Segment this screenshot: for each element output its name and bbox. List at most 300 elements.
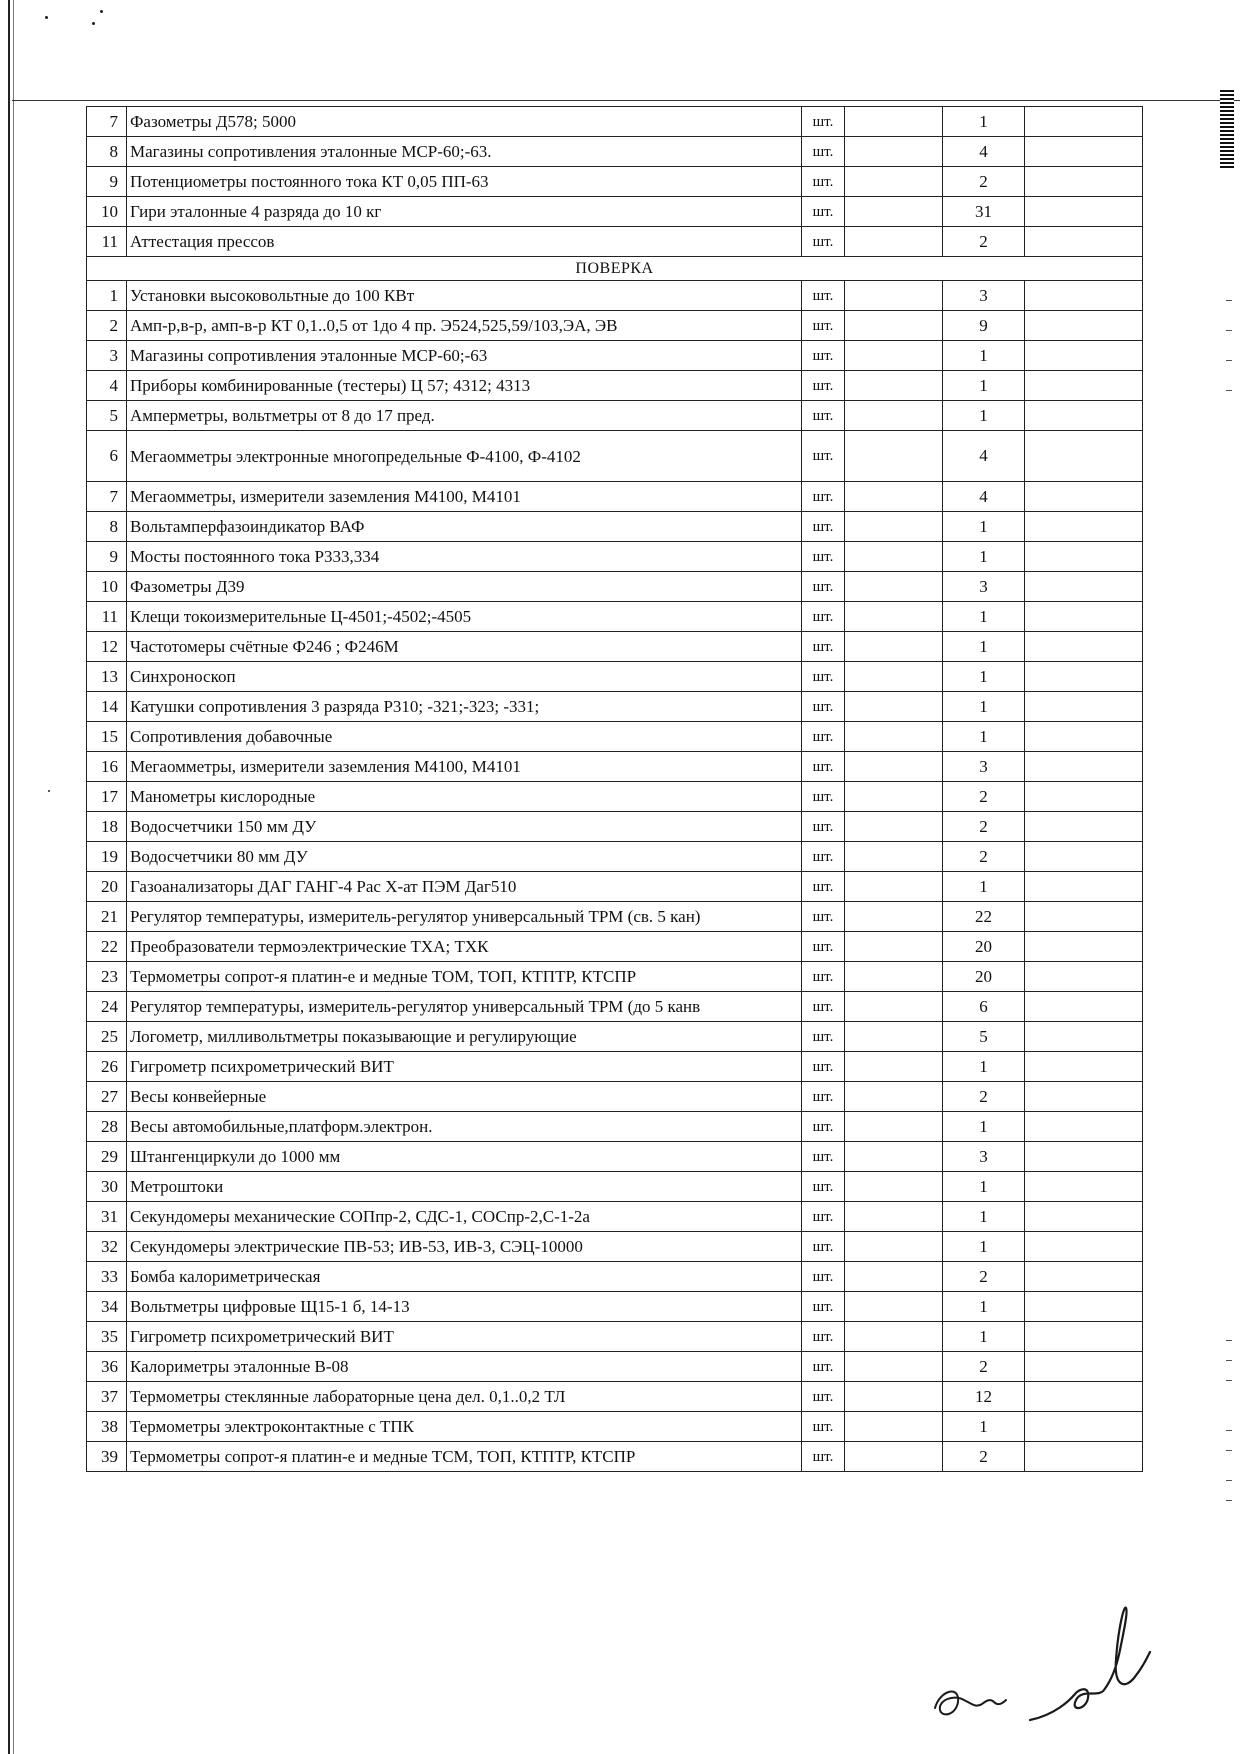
row-number: 11 (87, 602, 127, 632)
empty-cell (845, 1382, 943, 1412)
empty-cell (845, 842, 943, 872)
unit-cell: шт. (802, 1292, 845, 1322)
empty-cell (1025, 602, 1143, 632)
item-name: Регулятор температуры, измеритель-регулятор универсальный ТРМ (до 5 канв (127, 992, 802, 1022)
table-row (87, 167, 1143, 197)
row-number: 16 (87, 752, 127, 782)
empty-cell (845, 1412, 943, 1442)
scan-mark (1226, 1360, 1232, 1361)
empty-cell (845, 992, 943, 1022)
table-row (87, 482, 1143, 512)
empty-cell (1025, 902, 1143, 932)
empty-cell (1025, 1352, 1143, 1382)
row-number: 21 (87, 902, 127, 932)
table-row (87, 542, 1143, 572)
empty-cell (1025, 662, 1143, 692)
empty-cell (845, 1142, 943, 1172)
quantity-cell: 1 (943, 1112, 1025, 1142)
quantity-cell: 4 (943, 137, 1025, 167)
empty-cell (1025, 311, 1143, 341)
unit-cell: шт. (802, 962, 845, 992)
row-number: 24 (87, 992, 127, 1022)
empty-cell (845, 872, 943, 902)
item-name: Термометры электроконтактные с ТПК (127, 1412, 802, 1442)
item-name: Фазометры Д578; 5000 (127, 107, 802, 137)
empty-cell (1025, 1052, 1143, 1082)
row-number: 37 (87, 1382, 127, 1412)
unit-cell: шт. (802, 1262, 845, 1292)
row-number: 15 (87, 722, 127, 752)
row-number: 29 (87, 1142, 127, 1172)
empty-cell (845, 1172, 943, 1202)
scan-mark (1226, 1340, 1232, 1341)
table-row (87, 1112, 1143, 1142)
item-name: Сопротивления добавочные (127, 722, 802, 752)
quantity-cell: 1 (943, 632, 1025, 662)
empty-cell (1025, 1082, 1143, 1112)
table-row (87, 842, 1143, 872)
unit-cell: шт. (802, 1232, 845, 1262)
quantity-cell: 20 (943, 962, 1025, 992)
quantity-cell: 2 (943, 1262, 1025, 1292)
item-name: Катушки сопротивления 3 разряда Р310; -321;-323; -331; (127, 692, 802, 722)
empty-cell (1025, 1442, 1143, 1472)
empty-cell (845, 902, 943, 932)
quantity-cell: 9 (943, 311, 1025, 341)
empty-cell (1025, 782, 1143, 812)
item-name: Мосты постоянного тока Р333,334 (127, 542, 802, 572)
item-name: Вольтамперфазоиндикатор ВАФ (127, 512, 802, 542)
quantity-cell: 1 (943, 1412, 1025, 1442)
table-row (87, 812, 1143, 842)
item-name: Гигрометр психрометрический ВИТ (127, 1052, 802, 1082)
empty-cell (845, 692, 943, 722)
table-row (87, 602, 1143, 632)
unit-cell: шт. (802, 341, 845, 371)
unit-cell: шт. (802, 371, 845, 401)
table-row (87, 932, 1143, 962)
item-name: Манометры кислородные (127, 782, 802, 812)
empty-cell (1025, 1412, 1143, 1442)
empty-cell (1025, 1022, 1143, 1052)
empty-cell (845, 542, 943, 572)
section-title: ПОВЕРКА (87, 257, 1143, 281)
item-name: Логометр, милливольтметры показывающие и регулирующие (127, 1022, 802, 1052)
item-name: Гигрометр психрометрический ВИТ (127, 1322, 802, 1352)
quantity-cell: 2 (943, 1082, 1025, 1112)
empty-cell (845, 227, 943, 257)
unit-cell: шт. (802, 311, 845, 341)
item-name: Амперметры, вольтметры от 8 до 17 пред. (127, 401, 802, 431)
empty-cell (1025, 371, 1143, 401)
empty-cell (1025, 572, 1143, 602)
unit-cell: шт. (802, 572, 845, 602)
quantity-cell: 5 (943, 1022, 1025, 1052)
scan-mark (1226, 1450, 1232, 1451)
quantity-cell: 20 (943, 932, 1025, 962)
empty-cell (1025, 992, 1143, 1022)
quantity-cell: 1 (943, 1322, 1025, 1352)
item-name: Термометры стеклянные лабораторные цена дел. 0,1..0,2 ТЛ (127, 1382, 802, 1412)
row-number: 26 (87, 1052, 127, 1082)
item-name: Магазины сопротивления эталонные МСР-60;-63. (127, 137, 802, 167)
table-row (87, 1442, 1143, 1472)
table-row (87, 782, 1143, 812)
empty-cell (845, 962, 943, 992)
empty-cell (845, 311, 943, 341)
row-number: 8 (87, 512, 127, 542)
quantity-cell: 3 (943, 281, 1025, 311)
table-row (87, 1352, 1143, 1382)
scan-mark (1226, 1430, 1232, 1431)
quantity-cell: 1 (943, 1232, 1025, 1262)
item-name: Водосчетчики 150 мм ДУ (127, 812, 802, 842)
table-row (87, 137, 1143, 167)
scan-speck (100, 10, 103, 13)
table-row (87, 1412, 1143, 1442)
unit-cell: шт. (802, 932, 845, 962)
empty-cell (845, 107, 943, 137)
unit-cell: шт. (802, 842, 845, 872)
table-row (87, 902, 1143, 932)
empty-cell (1025, 401, 1143, 431)
unit-cell: шт. (802, 227, 845, 257)
row-number: 2 (87, 311, 127, 341)
empty-cell (1025, 482, 1143, 512)
empty-cell (845, 1202, 943, 1232)
table-row (87, 311, 1143, 341)
unit-cell: шт. (802, 1442, 845, 1472)
scan-barcode-strip (1220, 90, 1234, 170)
empty-cell (845, 1022, 943, 1052)
row-number: 4 (87, 371, 127, 401)
row-number: 8 (87, 137, 127, 167)
row-number: 22 (87, 932, 127, 962)
empty-cell (1025, 197, 1143, 227)
empty-cell (845, 632, 943, 662)
empty-cell (845, 602, 943, 632)
item-name: Термометры сопрот-я платин-е и медные ТСМ, ТОП, КТПТР, КТСПР (127, 1442, 802, 1472)
table-row (87, 1322, 1143, 1352)
empty-cell (1025, 542, 1143, 572)
empty-cell (1025, 692, 1143, 722)
scan-mark (1226, 360, 1232, 361)
empty-cell (845, 1292, 943, 1322)
row-number: 14 (87, 692, 127, 722)
item-name: Мегаомметры, измерители заземления М4100, М4101 (127, 482, 802, 512)
row-number: 27 (87, 1082, 127, 1112)
unit-cell: шт. (802, 782, 845, 812)
item-name: Весы конвейерные (127, 1082, 802, 1112)
table-row (87, 1382, 1143, 1412)
empty-cell (1025, 1322, 1143, 1352)
unit-cell: шт. (802, 1172, 845, 1202)
quantity-cell: 1 (943, 401, 1025, 431)
unit-cell: шт. (802, 872, 845, 902)
empty-cell (845, 167, 943, 197)
quantity-cell: 1 (943, 692, 1025, 722)
quantity-cell: 12 (943, 1382, 1025, 1412)
scan-speck (48, 790, 50, 792)
table-row (87, 341, 1143, 371)
item-name: Частотомеры счётные Ф246 ; Ф246М (127, 632, 802, 662)
item-name: Газоанализаторы ДАГ ГАНГ-4 Рас Х-ат ПЭМ Даг510 (127, 872, 802, 902)
quantity-cell: 1 (943, 722, 1025, 752)
row-number: 36 (87, 1352, 127, 1382)
quantity-cell: 6 (943, 992, 1025, 1022)
scan-mark (1226, 330, 1232, 331)
row-number: 9 (87, 542, 127, 572)
row-number: 31 (87, 1202, 127, 1232)
quantity-cell: 1 (943, 371, 1025, 401)
table-row (87, 722, 1143, 752)
empty-cell (1025, 227, 1143, 257)
quantity-cell: 2 (943, 782, 1025, 812)
empty-cell (1025, 932, 1143, 962)
unit-cell: шт. (802, 1352, 845, 1382)
empty-cell (845, 1082, 943, 1112)
row-number: 35 (87, 1322, 127, 1352)
table-row (87, 107, 1143, 137)
unit-cell: шт. (802, 722, 845, 752)
row-number: 7 (87, 107, 127, 137)
empty-cell (845, 662, 943, 692)
scan-speck (92, 22, 95, 25)
table-row (87, 1082, 1143, 1112)
table-row (87, 1172, 1143, 1202)
unit-cell: шт. (802, 1382, 845, 1412)
unit-cell: шт. (802, 197, 845, 227)
row-number: 7 (87, 482, 127, 512)
row-number: 3 (87, 341, 127, 371)
unit-cell: шт. (802, 167, 845, 197)
empty-cell (1025, 107, 1143, 137)
item-name: Штангенциркули до 1000 мм (127, 1142, 802, 1172)
row-number: 23 (87, 962, 127, 992)
empty-cell (845, 1442, 943, 1472)
quantity-cell: 4 (943, 431, 1025, 482)
quantity-cell: 1 (943, 512, 1025, 542)
row-number: 11 (87, 227, 127, 257)
empty-cell (845, 401, 943, 431)
item-name: Мегаомметры электронные многопредельные Ф-4100, Ф-4102 (127, 431, 802, 482)
row-number: 5 (87, 401, 127, 431)
table-row (87, 401, 1143, 431)
unit-cell: шт. (802, 1322, 845, 1352)
unit-cell: шт. (802, 662, 845, 692)
item-name: Установки высоковольтные до 100 КВт (127, 281, 802, 311)
unit-cell: шт. (802, 1112, 845, 1142)
item-name: Регулятор температуры, измеритель-регулятор универсальный ТРМ (св. 5 кан) (127, 902, 802, 932)
unit-cell: шт. (802, 1202, 845, 1232)
empty-cell (845, 782, 943, 812)
table-row (87, 227, 1143, 257)
row-number: 13 (87, 662, 127, 692)
unit-cell: шт. (802, 482, 845, 512)
quantity-cell: 1 (943, 1292, 1025, 1322)
quantity-cell: 1 (943, 602, 1025, 632)
table-row (87, 1052, 1143, 1082)
item-name: Водосчетчики 80 мм ДУ (127, 842, 802, 872)
table-row (87, 1292, 1143, 1322)
item-name: Калориметры эталонные В-08 (127, 1352, 802, 1382)
empty-cell (1025, 1142, 1143, 1172)
quantity-cell: 1 (943, 107, 1025, 137)
row-number: 1 (87, 281, 127, 311)
empty-cell (1025, 962, 1143, 992)
item-name: Вольтметры цифровые Щ15-1 б, 14-13 (127, 1292, 802, 1322)
row-number: 28 (87, 1112, 127, 1142)
row-number: 30 (87, 1172, 127, 1202)
handwritten-signature (920, 1590, 1180, 1730)
quantity-cell: 4 (943, 482, 1025, 512)
row-number: 10 (87, 197, 127, 227)
empty-cell (845, 932, 943, 962)
table-row (87, 371, 1143, 401)
table-row (87, 662, 1143, 692)
row-number: 12 (87, 632, 127, 662)
empty-cell (845, 1232, 943, 1262)
table-row (87, 281, 1143, 311)
item-name: Синхроноскоп (127, 662, 802, 692)
row-number: 6 (87, 431, 127, 482)
page-top-rule (12, 100, 1240, 101)
empty-cell (1025, 752, 1143, 782)
table-row (87, 752, 1143, 782)
row-number: 25 (87, 1022, 127, 1052)
item-name: Амп-р,в-р, амп-в-р КТ 0,1..0,5 от 1до 4 пр. Э524,525,59/103,ЭА, ЭВ (127, 311, 802, 341)
table-row (87, 992, 1143, 1022)
quantity-cell: 2 (943, 1352, 1025, 1382)
table-row (87, 512, 1143, 542)
empty-cell (1025, 632, 1143, 662)
item-name: Магазины сопротивления эталонные МСР-60;-63 (127, 341, 802, 371)
equipment-table-body (87, 107, 1143, 1472)
table-row (87, 962, 1143, 992)
quantity-cell: 1 (943, 341, 1025, 371)
equipment-table (86, 106, 1143, 1472)
unit-cell: шт. (802, 1412, 845, 1442)
scan-mark (1226, 390, 1232, 391)
empty-cell (1025, 722, 1143, 752)
quantity-cell: 3 (943, 1142, 1025, 1172)
empty-cell (845, 1262, 943, 1292)
unit-cell: шт. (802, 902, 845, 932)
empty-cell (845, 371, 943, 401)
empty-cell (1025, 512, 1143, 542)
empty-cell (1025, 1382, 1143, 1412)
unit-cell: шт. (802, 812, 845, 842)
quantity-cell: 31 (943, 197, 1025, 227)
scan-edge-shadow (13, 0, 14, 1754)
scan-edge (8, 0, 10, 1754)
item-name: Метроштоки (127, 1172, 802, 1202)
quantity-cell: 1 (943, 1052, 1025, 1082)
item-name: Преобразователи термоэлектрические ТХА; ТХК (127, 932, 802, 962)
quantity-cell: 2 (943, 167, 1025, 197)
quantity-cell: 2 (943, 842, 1025, 872)
empty-cell (1025, 1292, 1143, 1322)
unit-cell: шт. (802, 692, 845, 722)
quantity-cell: 1 (943, 1202, 1025, 1232)
table-row (87, 197, 1143, 227)
unit-cell: шт. (802, 632, 845, 662)
item-name: Потенциометры постоянного тока КТ 0,05 ПП-63 (127, 167, 802, 197)
item-name: Весы автомобильные,платформ.электрон. (127, 1112, 802, 1142)
table-row (87, 1262, 1143, 1292)
quantity-cell: 2 (943, 1442, 1025, 1472)
quantity-cell: 3 (943, 572, 1025, 602)
unit-cell: шт. (802, 281, 845, 311)
empty-cell (845, 137, 943, 167)
empty-cell (845, 572, 943, 602)
table-row (87, 632, 1143, 662)
empty-cell (1025, 167, 1143, 197)
empty-cell (1025, 1172, 1143, 1202)
row-number: 19 (87, 842, 127, 872)
row-number: 39 (87, 1442, 127, 1472)
unit-cell: шт. (802, 512, 845, 542)
empty-cell (845, 1052, 943, 1082)
item-name: Аттестация прессов (127, 227, 802, 257)
row-number: 20 (87, 872, 127, 902)
item-name: Гири эталонные 4 разряда до 10 кг (127, 197, 802, 227)
unit-cell: шт. (802, 542, 845, 572)
unit-cell: шт. (802, 1052, 845, 1082)
scan-mark (1226, 1500, 1232, 1501)
empty-cell (845, 197, 943, 227)
row-number: 34 (87, 1292, 127, 1322)
table-row (87, 1142, 1143, 1172)
empty-cell (1025, 842, 1143, 872)
item-name: Приборы комбинированные (тестеры) Ц 57; 4312; 4313 (127, 371, 802, 401)
row-number: 32 (87, 1232, 127, 1262)
unit-cell: шт. (802, 992, 845, 1022)
item-name: Секундомеры электрические ПВ-53; ИВ-53, ИВ-3, СЭЦ-10000 (127, 1232, 802, 1262)
empty-cell (845, 341, 943, 371)
table-row (87, 872, 1143, 902)
empty-cell (845, 512, 943, 542)
empty-cell (1025, 431, 1143, 482)
empty-cell (845, 281, 943, 311)
unit-cell: шт. (802, 137, 845, 167)
item-name: Мегаомметры, измерители заземления М4100, М4101 (127, 752, 802, 782)
empty-cell (845, 722, 943, 752)
empty-cell (845, 752, 943, 782)
quantity-cell: 2 (943, 227, 1025, 257)
table-row (87, 692, 1143, 722)
row-number: 17 (87, 782, 127, 812)
unit-cell: шт. (802, 401, 845, 431)
item-name: Клещи токоизмерительные Ц-4501;-4502;-4505 (127, 602, 802, 632)
section-header-row (87, 257, 1143, 281)
scan-mark (1226, 1380, 1232, 1381)
row-number: 38 (87, 1412, 127, 1442)
unit-cell: шт. (802, 602, 845, 632)
empty-cell (1025, 1112, 1143, 1142)
empty-cell (1025, 812, 1143, 842)
empty-cell (1025, 1262, 1143, 1292)
table-row (87, 1202, 1143, 1232)
quantity-cell: 22 (943, 902, 1025, 932)
item-name: Секундомеры механические СОПпр-2, СДС-1, СОСпр-2,С-1-2а (127, 1202, 802, 1232)
quantity-cell: 1 (943, 1172, 1025, 1202)
empty-cell (1025, 137, 1143, 167)
empty-cell (1025, 341, 1143, 371)
empty-cell (1025, 1202, 1143, 1232)
unit-cell: шт. (802, 1142, 845, 1172)
table-row (87, 1022, 1143, 1052)
